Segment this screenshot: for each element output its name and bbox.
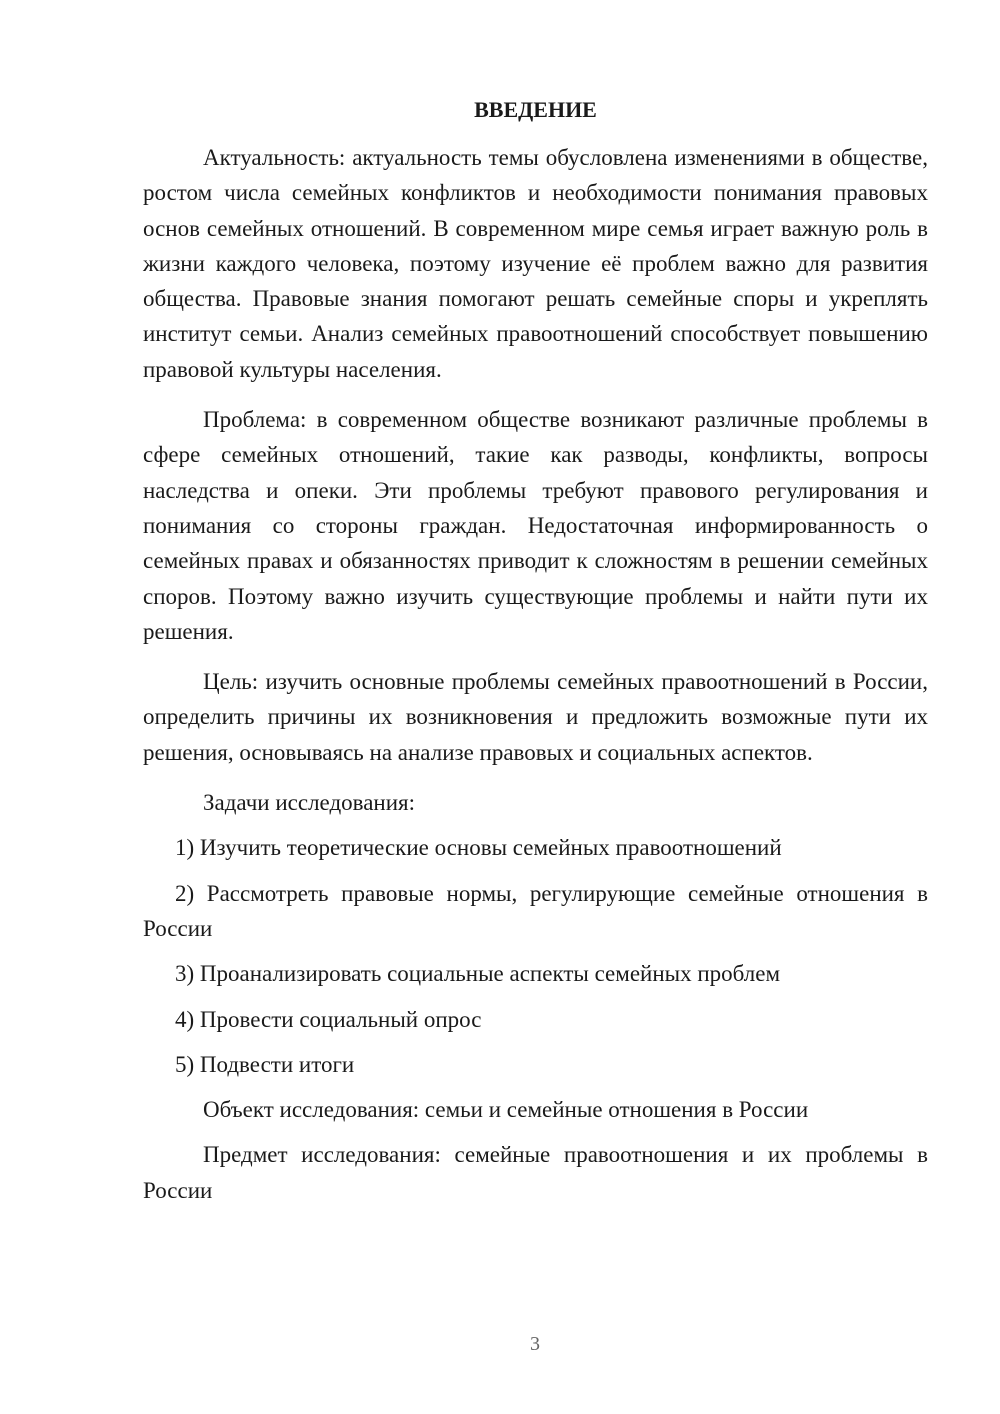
research-object: Объект исследования: семьи и семейные отношения в России	[203, 1097, 809, 1123]
goal-paragraph: Цель: изучить основные проблемы семейных правоотношений в России, определить причины их возникновения и предложить возможные пути их решения, основываясь на анализе правовых и социальных аспектов.	[143, 669, 928, 765]
tasks-heading: Задачи исследования:	[203, 790, 416, 816]
page-number: 3	[530, 1333, 540, 1355]
task-item: 4) Провести социальный опрос	[175, 1006, 482, 1032]
problem-paragraph: Проблема: в современном обществе возникают различные проблемы в сфере семейных отношений, такие как разводы, конфликты, вопросы наследства и опеки. Эти проблемы требуют правового регулирования и понимания со стороны граждан. Недостаточная информированность о семейных правах и обязанностях приводит к сложностям в решении семейных споров. Поэтому важно изучить существующие проблемы и найти пути их решения.	[143, 407, 928, 644]
task-item: 1) Изучить теоретические основы семейных правоотношений	[175, 835, 782, 861]
page-content	[143, 95, 928, 1223]
task-item: 3) Проанализировать социальные аспекты семейных проблем	[175, 961, 781, 987]
relevance-paragraph: Актуальность: актуальность темы обусловлена изменениями в обществе, ростом числа семейных конфликтов и необходимости понимания правовых основ семейных отношений. В современном мире семья играет важную роль в жизни каждого человека, поэтому изучение её проблем важно для развития общества. Правовые знания помогают решать семейные споры и укреплять институт семьи. Анализ семейных правоотношений способствует повышению правовой культуры населения.	[143, 145, 928, 382]
task-item: 2) Рассмотреть правовые нормы, регулирующие семейные отношения в России	[143, 880, 928, 941]
research-subject: Предмет исследования: семейные правоотношения и их проблемы в России	[143, 1142, 928, 1203]
section-title: ВВЕДЕНИЕ	[474, 97, 597, 122]
task-item: 5) Подвести итоги	[175, 1051, 355, 1077]
